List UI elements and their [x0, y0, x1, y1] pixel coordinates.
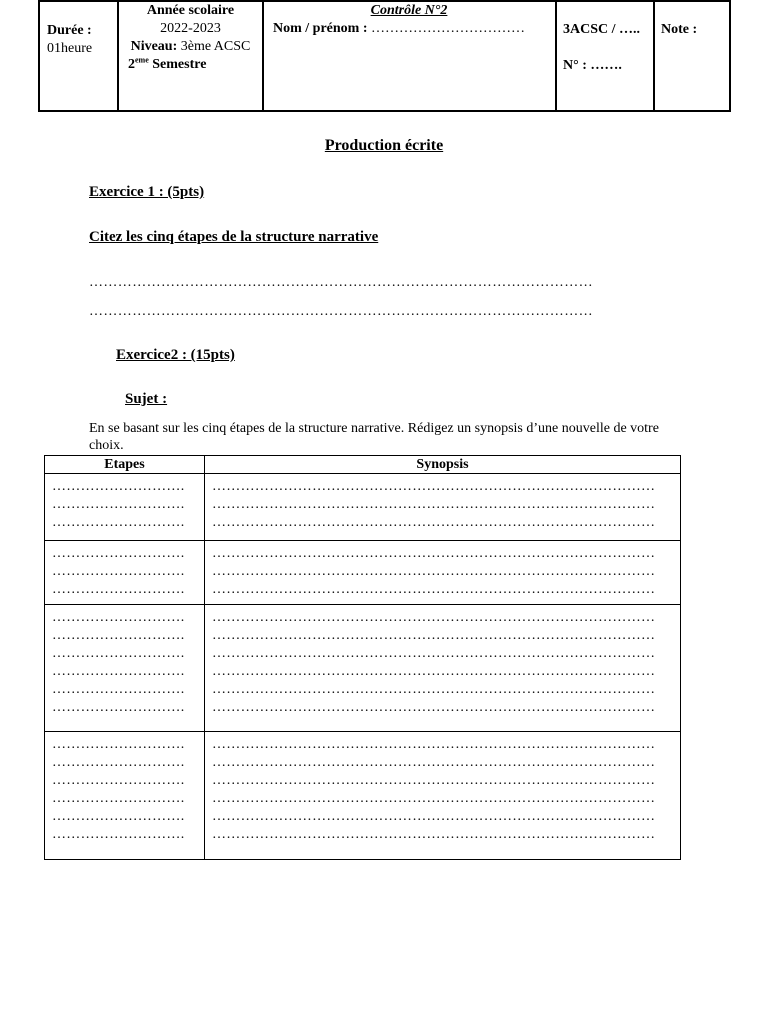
classe-label: 3ACSC / …..	[563, 22, 641, 37]
numero-label: N° : …….	[563, 58, 622, 73]
semestre-sup: eme	[135, 55, 149, 65]
table-row	[45, 605, 681, 732]
duree-cell	[39, 1, 118, 111]
semestre-label: Semestre	[148, 57, 207, 72]
nom-dots: ……………………………	[371, 21, 525, 36]
duree-value: 01heure	[47, 41, 93, 56]
controle-title: Contrôle N°2	[370, 3, 448, 18]
table-row	[45, 474, 681, 541]
semestre-number: 2	[128, 57, 135, 72]
answer-line: ……………………………………………………………………………………………	[89, 275, 593, 290]
synopsis-cell[interactable]: ………………………………………………………………………………… ………………………………………………………………………………… …………………………………………………………………………………	[205, 541, 681, 605]
exercise2-heading: Exercice2 : (15pts)	[116, 347, 235, 363]
col-etapes-header: Etapes	[45, 456, 205, 474]
note-label: Note :	[661, 22, 698, 37]
note-cell	[654, 1, 730, 111]
nom-label: Nom / prénom :	[273, 21, 371, 36]
duree-label: Durée :	[47, 23, 92, 38]
synopsis-cell[interactable]: ………………………………………………………………………………… ………………………………………………………………………………… …………………………………………………………………………………	[205, 474, 681, 541]
controle-cell	[263, 1, 556, 111]
sujet-text: En se basant sur les cinq étapes de la structure narrative. Rédigez un synopsis d’une nouvelle de votre choix.	[89, 421, 659, 453]
etapes-cell[interactable]: ………………………. ………………………. ………………………. ………………………. ………………………. ……………………….	[45, 605, 205, 732]
answer-line: ……………………………………………………………………………………………	[89, 304, 593, 319]
niveau-label: Niveau:	[130, 39, 178, 54]
exercise1-heading: Exercice 1 : (5pts)	[89, 184, 205, 200]
etapes-cell[interactable]: ………………………. ………………………. ………………………. ………………………. ………………………. ……………………….	[45, 732, 205, 860]
annee-value: 2022-2023	[160, 21, 221, 36]
classe-cell	[556, 1, 654, 111]
sujet-label: Sujet :	[125, 391, 168, 407]
table-row	[45, 541, 681, 605]
page-title: Production écrite	[324, 137, 444, 154]
niveau-value: 3ème ACSC	[177, 39, 251, 54]
annee-label: Année scolaire	[146, 3, 235, 18]
synopsis-cell[interactable]: ………………………………………………………………………………… ………………………………………………………………………………… ………………………………………………………………………………… ………………………………………………………………………………… ………………………………………………………………………………… …………………………………………………………………………………	[205, 732, 681, 860]
etapes-cell[interactable]: ………………………. ………………………. ……………………….	[45, 541, 205, 605]
header-table	[38, 0, 731, 112]
etapes-cell[interactable]: ………………………. ………………………. ……………………….	[45, 474, 205, 541]
synopsis-cell[interactable]: ………………………………………………………………………………… ………………………………………………………………………………… ………………………………………………………………………………… ………………………………………………………………………………… ………………………………………………………………………………… …………………………………………………………………………………	[205, 605, 681, 732]
col-synopsis-header: Synopsis	[205, 456, 681, 474]
synopsis-table	[44, 455, 681, 860]
annee-cell	[118, 1, 263, 111]
table-row	[45, 732, 681, 860]
exercise1-question: Citez les cinq étapes de la structure narrative	[89, 229, 379, 245]
